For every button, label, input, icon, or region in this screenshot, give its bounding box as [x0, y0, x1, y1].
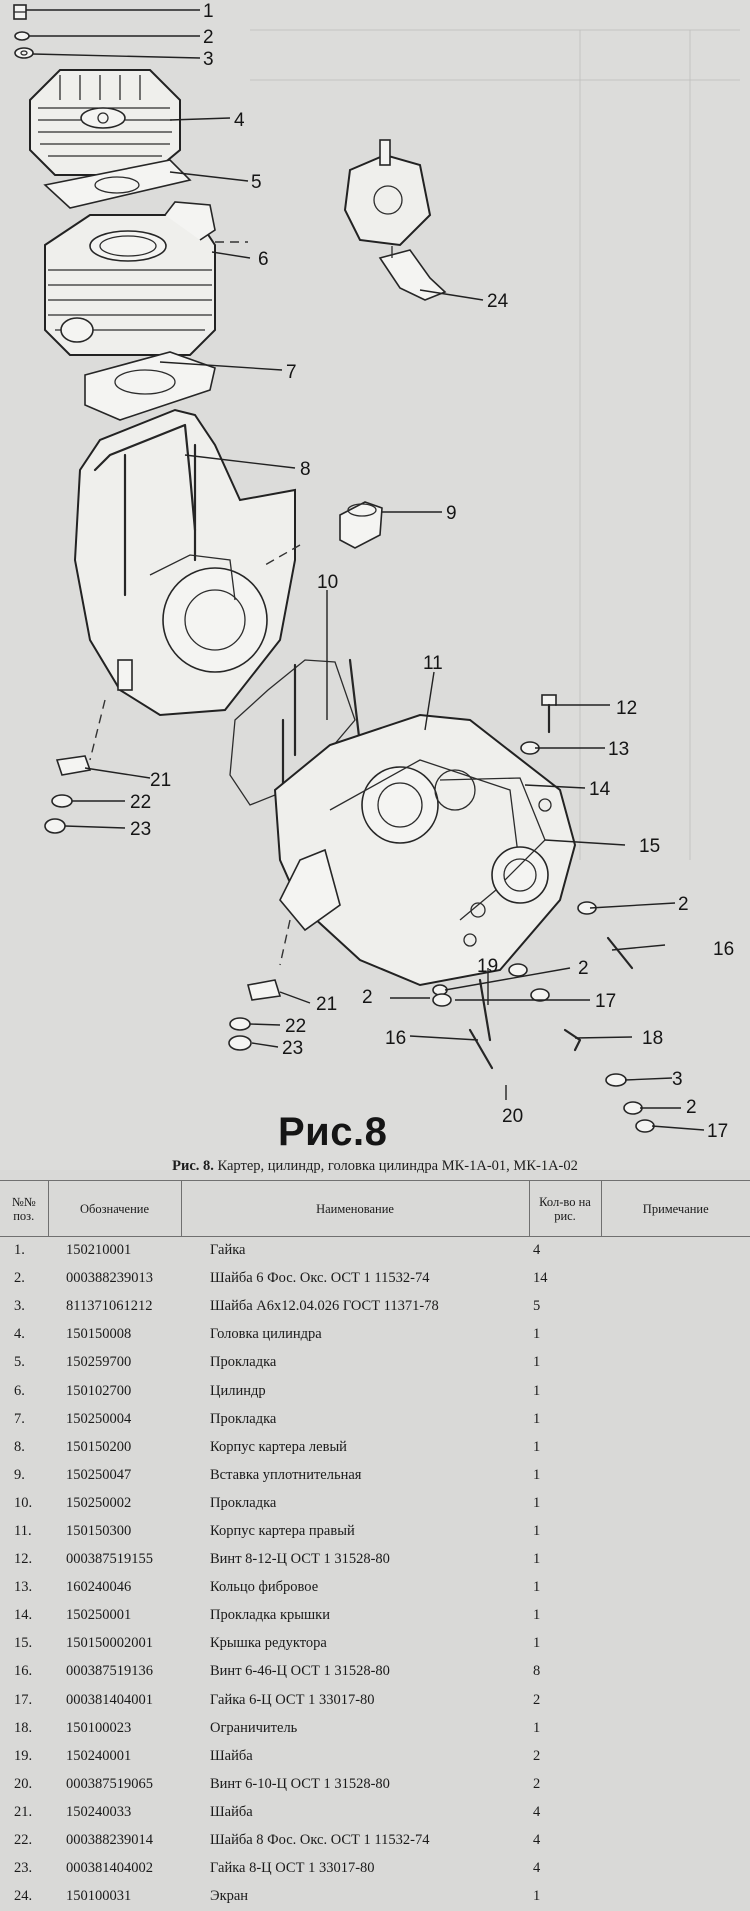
callout-2: 2	[203, 27, 214, 48]
callout-5: 5	[251, 172, 262, 193]
row-note	[601, 1630, 750, 1658]
row-name: Прокладка	[210, 1494, 277, 1511]
callout-19: 19	[477, 956, 499, 977]
row-note	[601, 1349, 750, 1377]
row-note	[601, 1489, 750, 1517]
table-row	[0, 1574, 750, 1602]
part-cylinder-head	[30, 70, 180, 175]
row-note	[601, 1517, 750, 1545]
callout-10: 10	[317, 572, 339, 593]
row-pos: 14.	[14, 1607, 33, 1624]
row-qty: 1	[533, 1326, 541, 1343]
row-qty: 1	[533, 1579, 541, 1596]
callout-4: 4	[234, 110, 245, 131]
caption-text: Картер, цилиндр, головка цилиндра МК-1А-01, МК-1А-02	[217, 1158, 578, 1174]
row-pos: 5.	[14, 1354, 25, 1371]
callout-18: 18	[642, 1028, 664, 1049]
row-code: 000388239014	[66, 1832, 153, 1849]
row-code: 150100023	[66, 1719, 132, 1736]
row-pos: 15.	[14, 1635, 33, 1652]
row-name: Крышка редуктора	[210, 1635, 327, 1652]
callout-14: 14	[589, 779, 611, 800]
row-qty: 1	[533, 1522, 541, 1539]
row-code: 150240033	[66, 1803, 132, 1820]
row-code: 150250004	[66, 1410, 132, 1427]
row-name: Гайка 6-Ц ОСТ 1 33017-80	[210, 1691, 375, 1708]
callout-23: 23	[130, 819, 152, 840]
row-pos: 6.	[14, 1382, 25, 1399]
table-row	[0, 1237, 750, 1265]
row-note	[601, 1377, 750, 1405]
row-qty: 1	[533, 1635, 541, 1652]
row-qty: 4	[533, 1860, 541, 1877]
table-row	[0, 1742, 750, 1770]
callout-2b: 2	[678, 894, 689, 915]
row-qty: 1	[533, 1382, 541, 1399]
row-qty: 5	[533, 1298, 541, 1315]
table-row	[0, 1517, 750, 1545]
row-qty: 2	[533, 1691, 541, 1708]
row-name: Прокладка	[210, 1410, 277, 1427]
row-pos: 16.	[14, 1663, 33, 1680]
callout-2e: 2	[362, 987, 373, 1008]
table-row	[0, 1770, 750, 1798]
row-pos: 13.	[14, 1579, 33, 1596]
row-code: 160240046	[66, 1579, 132, 1596]
callout-1: 1	[203, 1, 214, 22]
row-code: 000387519136	[66, 1663, 153, 1680]
callout-12: 12	[616, 698, 638, 719]
row-code: 150150002001	[66, 1635, 153, 1652]
row-note	[601, 1293, 750, 1321]
table-row	[0, 1630, 750, 1658]
row-code: 150210001	[66, 1242, 132, 1259]
callout-23b: 23	[282, 1038, 304, 1059]
row-pos: 23.	[14, 1860, 33, 1877]
callout-15: 15	[639, 836, 661, 857]
table-header-row	[0, 1181, 750, 1237]
table-row	[0, 1658, 750, 1686]
row-note	[601, 1714, 750, 1742]
row-pos: 20.	[14, 1775, 33, 1792]
figure-title: Рис.8	[278, 1110, 388, 1154]
row-name: Шайба А6х12.04.026 ГОСТ 11371-78	[210, 1298, 439, 1315]
row-code: 000387519155	[66, 1551, 153, 1568]
table-row	[0, 1798, 750, 1826]
table-row	[0, 1461, 750, 1489]
table-row	[0, 1855, 750, 1883]
row-note	[601, 1265, 750, 1293]
row-name: Винт 6-46-Ц ОСТ 1 31528-80	[210, 1663, 390, 1680]
row-name: Ограничитель	[210, 1719, 298, 1736]
row-note	[601, 1321, 750, 1349]
row-note	[601, 1798, 750, 1826]
header-name: Наименование	[181, 1181, 529, 1237]
row-name: Гайка	[210, 1242, 246, 1259]
row-pos: 7.	[14, 1410, 25, 1427]
callout-22: 22	[130, 792, 152, 813]
row-note	[601, 1574, 750, 1602]
row-qty: 2	[533, 1775, 541, 1792]
table-row	[0, 1349, 750, 1377]
callout-8: 8	[300, 459, 311, 480]
parts-table	[0, 1180, 750, 1911]
row-note	[601, 1602, 750, 1630]
callout-2c: 2	[578, 958, 589, 979]
table-row	[0, 1433, 750, 1461]
callout-21b: 21	[316, 994, 338, 1015]
row-qty: 1	[533, 1607, 541, 1624]
callout-20: 20	[502, 1106, 524, 1127]
row-code: 150100031	[66, 1888, 132, 1905]
row-qty: 2	[533, 1747, 541, 1764]
row-code: 150250002	[66, 1494, 132, 1511]
row-code: 811371061212	[66, 1298, 153, 1315]
callout-16: 16	[713, 939, 735, 960]
row-code: 000387519065	[66, 1775, 153, 1792]
callout-13: 13	[608, 739, 630, 760]
row-qty: 1	[533, 1494, 541, 1511]
row-pos: 12.	[14, 1551, 33, 1568]
row-note	[601, 1883, 750, 1911]
table-row	[0, 1714, 750, 1742]
row-qty: 1	[533, 1410, 541, 1427]
callout-22b: 22	[285, 1016, 307, 1037]
row-name: Вставка уплотнительная	[210, 1466, 362, 1483]
row-name: Прокладка крышки	[210, 1607, 330, 1624]
figure-caption	[0, 1158, 750, 1175]
table-row	[0, 1489, 750, 1517]
row-qty: 1	[533, 1438, 541, 1455]
row-qty: 8	[533, 1663, 541, 1680]
header-code: Обозначение	[48, 1181, 181, 1237]
callout-21: 21	[150, 770, 172, 791]
row-qty: 1	[533, 1719, 541, 1736]
row-note	[601, 1742, 750, 1770]
callout-6: 6	[258, 249, 269, 270]
row-name: Шайба 6 Фос. Окс. ОСТ 1 11532-74	[210, 1270, 430, 1287]
header-note: Примечание	[601, 1181, 750, 1237]
row-code: 150150300	[66, 1522, 132, 1539]
callout-24: 24	[487, 291, 509, 312]
row-name: Шайба	[210, 1747, 253, 1764]
row-code: 150102700	[66, 1382, 132, 1399]
row-pos: 1.	[14, 1242, 25, 1259]
table-row	[0, 1546, 750, 1574]
row-pos: 11.	[14, 1522, 32, 1539]
row-pos: 22.	[14, 1832, 33, 1849]
header-pos: №№ поз.	[0, 1181, 48, 1237]
row-code: 150150200	[66, 1438, 132, 1455]
row-code: 000381404001	[66, 1691, 153, 1708]
callout-7: 7	[286, 362, 297, 383]
row-name: Головка цилиндра	[210, 1326, 322, 1343]
row-name: Прокладка	[210, 1354, 277, 1371]
row-note	[601, 1658, 750, 1686]
row-note	[601, 1237, 750, 1265]
table-row	[0, 1321, 750, 1349]
row-note	[601, 1405, 750, 1433]
callout-16b: 16	[385, 1028, 407, 1049]
row-note	[601, 1546, 750, 1574]
row-pos: 3.	[14, 1298, 25, 1315]
table-row	[0, 1602, 750, 1630]
table-row	[0, 1377, 750, 1405]
row-qty: 4	[533, 1803, 541, 1820]
row-pos: 10.	[14, 1494, 33, 1511]
row-note	[601, 1770, 750, 1798]
header-qty: Кол-во на рис.	[529, 1181, 601, 1237]
row-code: 150250047	[66, 1466, 132, 1483]
row-name: Шайба 8 Фос. Окс. ОСТ 1 11532-74	[210, 1832, 430, 1849]
row-note	[601, 1826, 750, 1854]
row-code: 150240001	[66, 1747, 132, 1764]
callout-17b: 17	[707, 1121, 729, 1142]
row-code: 150150008	[66, 1326, 132, 1343]
table-row	[0, 1826, 750, 1854]
row-name: Экран	[210, 1888, 249, 1905]
callout-17: 17	[595, 991, 617, 1012]
row-qty: 1	[533, 1354, 541, 1371]
callout-3b: 3	[672, 1069, 683, 1090]
row-pos: 24.	[14, 1888, 33, 1905]
row-pos: 8.	[14, 1438, 25, 1455]
row-pos: 4.	[14, 1326, 25, 1343]
caption-prefix: Рис. 8.	[172, 1158, 214, 1174]
row-name: Корпус картера правый	[210, 1522, 355, 1539]
row-pos: 19.	[14, 1747, 33, 1764]
callout-3: 3	[203, 49, 214, 70]
table-row	[0, 1265, 750, 1293]
row-qty: 1	[533, 1551, 541, 1568]
callout-11: 11	[423, 653, 443, 674]
row-name: Винт 6-10-Ц ОСТ 1 31528-80	[210, 1775, 390, 1792]
row-pos: 2.	[14, 1270, 25, 1287]
row-name: Шайба	[210, 1803, 253, 1820]
row-note	[601, 1686, 750, 1714]
row-note	[601, 1433, 750, 1461]
table-row	[0, 1405, 750, 1433]
row-pos: 18.	[14, 1719, 33, 1736]
row-code: 000388239013	[66, 1270, 153, 1287]
table-row	[0, 1293, 750, 1321]
parts-table-body	[0, 1237, 750, 1911]
row-qty: 14	[533, 1270, 548, 1287]
row-pos: 17.	[14, 1691, 33, 1708]
row-name: Гайка 8-Ц ОСТ 1 33017-80	[210, 1860, 375, 1877]
row-name: Цилиндр	[210, 1382, 266, 1399]
row-code: 150250001	[66, 1607, 132, 1624]
row-note	[601, 1855, 750, 1883]
row-note	[601, 1461, 750, 1489]
row-name: Кольцо фибровое	[210, 1579, 319, 1596]
row-code: 000381404002	[66, 1860, 153, 1877]
row-pos: 21.	[14, 1803, 33, 1820]
row-name: Винт 8-12-Ц ОСТ 1 31528-80	[210, 1551, 390, 1568]
row-qty: 4	[533, 1242, 541, 1259]
row-qty: 4	[533, 1832, 541, 1849]
row-qty: 1	[533, 1466, 541, 1483]
row-name: Корпус картера левый	[210, 1438, 347, 1455]
table-row	[0, 1686, 750, 1714]
callout-9: 9	[446, 503, 457, 524]
table-row	[0, 1883, 750, 1911]
callout-2d: 2	[686, 1097, 697, 1118]
row-pos: 9.	[14, 1466, 25, 1483]
row-code: 150259700	[66, 1354, 132, 1371]
row-qty: 1	[533, 1888, 541, 1905]
